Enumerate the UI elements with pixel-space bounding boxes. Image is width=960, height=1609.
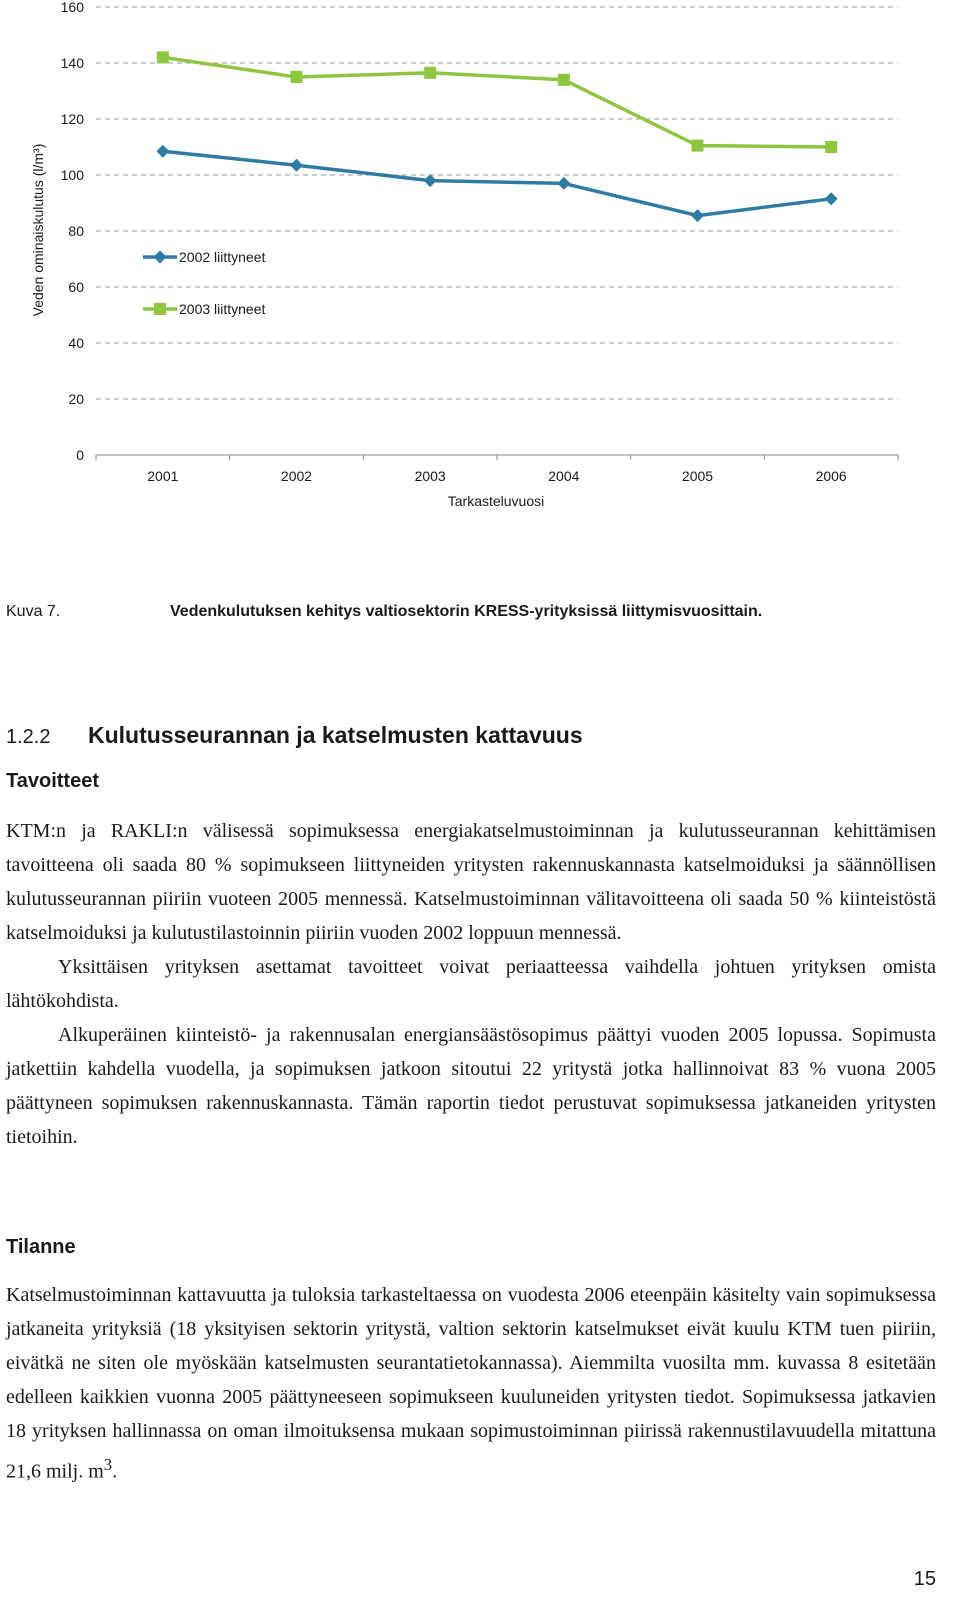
water-consumption-chart (0, 0, 960, 540)
x-tick-label: 2001 (147, 468, 179, 484)
legend-label: 2003 liittyneet (179, 301, 266, 317)
series-1 (156, 145, 837, 222)
legend-marker (154, 303, 166, 315)
y-tick-label: 80 (68, 223, 84, 239)
subheading-tilanne: Tilanne (6, 1236, 76, 1258)
x-axis-label: Tarkasteluvuosi (447, 493, 545, 509)
data-point (692, 140, 704, 152)
paragraph: Yksittäisen yrityksen asettamat tavoitteet voivat periaatteessa vaihdella johtuen yrityksen omista lähtökohdista. (6, 956, 936, 1012)
paragraph: Alkuperäinen kiinteistö- ja rakennusalan energiansäästösopimus päättyi vuoden 2005 lopussa. Sopimusta jatkettiin kahdella vuodella, ja sopimuksen jatkoon sitoutui 22 yritystä jotka hallinnoivat 83 % vuona 2005 päättyneen sopimuksen rakennuskannasta. Tämän raportin tiedot perustuvat sopimuksessa jatkaneiden yritysten tietoihin. (6, 1024, 936, 1148)
y-axis-label: Veden ominaiskulutus (l/m³) (30, 143, 46, 317)
paragraph-text: Katselmustoiminnan kattavuutta ja tuloksia tarkasteltaessa on vuodesta 2006 eteenpäin käsitelty vain sopimuksessa jatkaneita yrityksiä (18 yksityisen sektorin yritystä, valtion sektorin katselmukset eivät kuulu KTM tuen piiriin, eivätkä ne siten ole myöskään katselmusten seurantatietokannassa). Aiemmilta vuosilta mm. kuvassa 8 esitetään edelleen kaikkien vuonna 2005 päättyneeseen sopimukseen kuuluneiden yritysten tiedot. Sopimuksessa jatkavien 18 yrityksen hallinnassa on oman ilmoituksensa mukaan sopimustoiminnan piirissä rakennustilavuudella mitattuna 21,6 milj. m (6, 1284, 936, 1483)
y-tick-label: 40 (68, 335, 84, 351)
page-number: 15 (913, 1568, 936, 1590)
series-line (163, 151, 831, 215)
y-tick-label: 60 (68, 279, 84, 295)
series-2 (157, 51, 837, 153)
data-point (157, 51, 169, 63)
y-tick-label: 20 (68, 391, 84, 407)
data-point (156, 145, 169, 158)
paragraph-end: . (112, 1460, 118, 1483)
section-title: Kulutusseurannan ja katselmusten kattavuus (88, 722, 583, 748)
data-point (291, 71, 303, 83)
legend-label: 2002 liittyneet (179, 249, 266, 265)
y-tick-label: 140 (60, 55, 84, 71)
y-tick-label: 160 (60, 0, 84, 15)
data-point (557, 177, 570, 190)
section-heading (6, 722, 583, 749)
chart-series (156, 51, 837, 222)
y-tick-label: 100 (60, 167, 84, 183)
y-axis-ticks (61, 0, 85, 463)
chart-legend (143, 249, 266, 317)
data-point (424, 67, 436, 79)
data-point (825, 141, 837, 153)
data-point (558, 74, 570, 86)
x-axis (96, 455, 898, 484)
x-tick-label: 2006 (815, 468, 847, 484)
tilanne-body (6, 1278, 936, 1489)
data-point (290, 159, 303, 172)
paragraph (6, 1278, 936, 1489)
series-line (163, 57, 831, 147)
figure-number: Kuva 7. (6, 603, 61, 620)
x-tick-label: 2005 (681, 468, 714, 484)
subheading-tavoitteet: Tavoitteet (6, 770, 99, 792)
x-tick-label: 2003 (414, 468, 446, 484)
x-tick-label: 2002 (280, 468, 313, 484)
legend-item (143, 301, 266, 317)
section-number: 1.2.2 (6, 726, 51, 748)
data-point (825, 192, 838, 205)
tavoitteet-body (6, 814, 936, 1154)
legend-marker (154, 251, 167, 264)
paragraph: KTM:n ja RAKLI:n välisessä sopimuksessa energiakatselmustoiminnan ja kulutusseurannan kehittämisen tavoitteena oli saada 80 % sopimukseen liittyneiden yritysten rakennuskannasta katselmoiduksi ja säännöllisen kulutusseurannan piiriin vuoteen 2005 mennessä. Katselmustoiminnan välitavoitteena oli saada 50 % kiinteistöstä katselmoiduksi ja kulutustilastoinnin piiriin vuoden 2002 loppuun mennessä. (6, 820, 936, 944)
figure-title: Vedenkulutuksen kehitys valtiosektorin KRESS-yrityksissä liittymisvuosittain. (170, 603, 763, 620)
y-tick-label: 0 (76, 447, 84, 463)
data-point (691, 209, 704, 222)
data-point (424, 174, 437, 187)
y-tick-label: 120 (60, 111, 84, 127)
x-tick-label: 2004 (548, 468, 580, 484)
superscript: 3 (103, 1455, 113, 1474)
legend-item (143, 249, 266, 265)
